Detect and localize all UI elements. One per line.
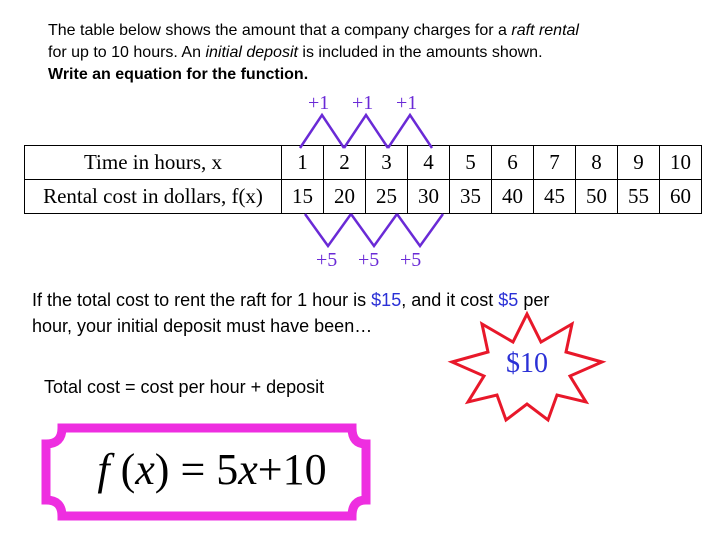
x-step-arrow: [300, 115, 344, 148]
x-cell: 10: [660, 146, 702, 180]
x-cell: 3: [366, 146, 408, 180]
y-cell: 25: [366, 180, 408, 214]
y-step-label: +5: [400, 249, 422, 271]
y-cell: 20: [324, 180, 366, 214]
x-cell: 8: [576, 146, 618, 180]
x-difference-arrows: [300, 115, 432, 148]
y-step-arrow: [305, 214, 351, 246]
x-cell: 1: [282, 146, 324, 180]
y-cell: 50: [576, 180, 618, 214]
x-cell: 2: [324, 146, 366, 180]
y-cell: 55: [618, 180, 660, 214]
y-cell: 45: [534, 180, 576, 214]
hourly-rate: $5: [498, 290, 519, 310]
x-cell: 9: [618, 146, 660, 180]
y-step-arrow: [351, 214, 397, 246]
y-row-label: Rental cost in dollars, f(x): [25, 180, 282, 214]
equation-variable: x: [238, 445, 258, 494]
equation-constant: +10: [257, 445, 327, 494]
total-cost-formula: Total cost = cost per hour + deposit: [44, 377, 325, 397]
x-step-label: +1: [308, 92, 330, 114]
y-cell: 35: [450, 180, 492, 214]
y-step-arrow: [397, 214, 443, 246]
y-cell: 40: [492, 180, 534, 214]
question-line-2: hour, your initial deposit must have been…: [32, 316, 373, 336]
question-line-1: If the total cost to rent the raft for 1 hour is $15, and it cost $5 per: [32, 290, 550, 310]
equation-slope: 5: [216, 445, 239, 494]
x-cell: 5: [450, 146, 492, 180]
function-equation: f (x) = 5x+10: [97, 445, 327, 494]
y-difference-arrows: [305, 214, 443, 246]
initial-deposit-term: initial deposit: [205, 44, 298, 61]
x-cell: 4: [408, 146, 450, 180]
x-step-label: +1: [396, 92, 418, 114]
instruction: Write an equation for the function.: [48, 66, 309, 83]
y-cell: 60: [660, 180, 702, 214]
y-cell: 30: [408, 180, 450, 214]
intro-line-2: for up to 10 hours. An initial deposit is included in the amounts shown.: [48, 44, 543, 61]
x-step-arrow: [388, 115, 432, 148]
x-row-label: Time in hours, x: [25, 146, 282, 180]
raft-rental-term: raft rental: [511, 22, 579, 39]
one-hour-cost: $15: [371, 290, 402, 310]
equation-function-name: f: [97, 445, 110, 494]
x-cell: 7: [534, 146, 576, 180]
deposit-answer: $10: [506, 348, 548, 379]
x-step-arrow: [344, 115, 388, 148]
equation-argument: x: [135, 445, 155, 494]
y-step-label: +5: [316, 249, 338, 271]
intro-line-1: The table below shows the amount that a company charges for a raft rental: [48, 22, 579, 39]
y-cell: 15: [282, 180, 324, 214]
x-cell: 6: [492, 146, 534, 180]
x-step-label: +1: [352, 92, 374, 114]
deposit-question: [32, 287, 692, 339]
y-step-label: +5: [358, 249, 380, 271]
